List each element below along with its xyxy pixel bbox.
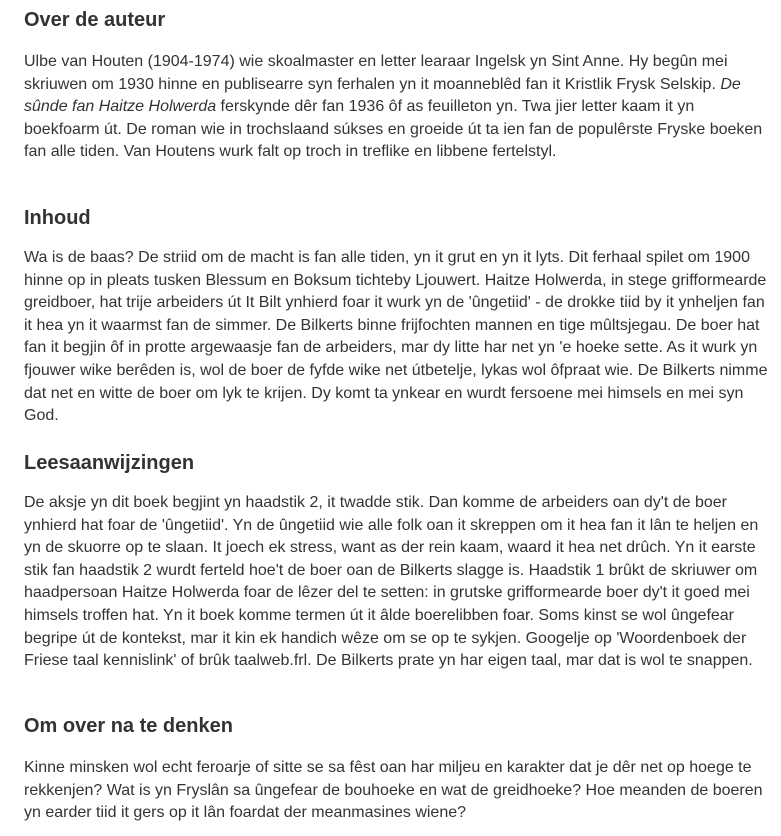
paragraph-inhoud: Wa is de baas? De striid om de macht is fan alle tiden, yn it grut en yn it lyts. Dit ferhaal spilet om 1900 hinne op in pleats tusken Blessum en Boksum tichteby Ljouwert. Haitze Holwerda, in stege grifformearde greidboer, hat trije arbeiders út It Bilt ynhierd foar it wurk yn de 'ûngetiid' - de drokke tiid by it ynheljen fan it hea yn it waarmst fan de simmer. De Bilkerts binne frijfochten mannen en tige mûltsjegau. De boer hat fan it begjin ôf in protte argewaasje fan de arbeiders, mar dy litte har net yn 'e hoeke sette. As it wurk yn fjouwer wike berêden is, wol de boer de fyfde wike net útbetelje, lykas wol ôfpraat wie. De Bilkerts nimme dat net en witte de boer om lyk te krijen. Dy komt ta ynkear en wurdt fersoene mei himsels en mei syn God. (24, 249, 768, 425)
paragraph-om-over-na-te-denken: Kinne minsken wol echt feroarje of sitte se sa fêst oan har miljeu en karakter dat je dêr net op hoege te rekkenjen? Wat is yn Fryslân sa ûngefear de bouhoeke en wat de greidhoeke? Hoe meanden de boeren yn earder tiid it gers op it lân foardat der meanmasines wiene? (24, 759, 763, 822)
heading-inhoud: Inhoud (24, 207, 91, 229)
heading-leesaanwijzingen: Leesaanwijzingen (24, 452, 195, 474)
book-title-italic: De sûnde fan Haitze Holwerda (24, 75, 741, 116)
paragraph-leesaanwijzingen: De aksje yn dit boek begjint yn haadstik 2, it twadde stik. Dan komme de arbeiders oan dy't de boer ynhierd hat foar de 'ûngetiid'. Yn de ûngetiid wie alle folk oan it skreppen om it hea fan it lân te heljen en yn de skuorre op te slaan. It joech ek stress, want as der rein kaam, waard it hea net drûch. Yn it earste stik fan haadstik 2 wurdt ferteld hoe't de boer oan de Bilkerts slagge is. Haadstik 1 brûkt de skriuwer om haadpersoan Haitze Holwerda foar de lêzer del te setten: in grutske grifformearde boer dy't it goed mei himsels troffen hat. Yn it boek komme termen út it âlde boerelibben foar. Soms kinst se wol ûngefear begripe út de kontekst, mar it kin ek handich wêze om se op te sykjen. Googelje op 'Woordenboek der Friese taal kennislink' of brûk taalweb.frl. De Bilkerts prate yn har eigen taal, mar dat is wol te snappen. (24, 494, 759, 670)
heading-om-over-na-te-denken: Om over na te denken (24, 715, 233, 737)
author-text-part1: Ulbe van Houten (1904-1974) wie skoalmaster en letter learaar Ingelsk yn Sint Anne. Hy begûn mei skriuwen om 1930 hinne en publisearre syn ferhalen yn it moanneblêd fan it Kristlik Frysk Selskip. (24, 53, 728, 93)
author-text-part2: ferskynde dêr fan 1936 ôf as feuilleton yn. Twa jier letter kaam it yn boekfoarm út. De roman wie in trochslaand súkses en groeide út ta ien fan de populêrste Fryske boeken fan alle tiden. Van Houtens wurk falt op troch in treflike en libbene fertelstyl. (24, 98, 763, 161)
paragraph-over-de-auteur (24, 51, 769, 164)
heading-over-de-auteur: Over de auteur (24, 9, 166, 31)
